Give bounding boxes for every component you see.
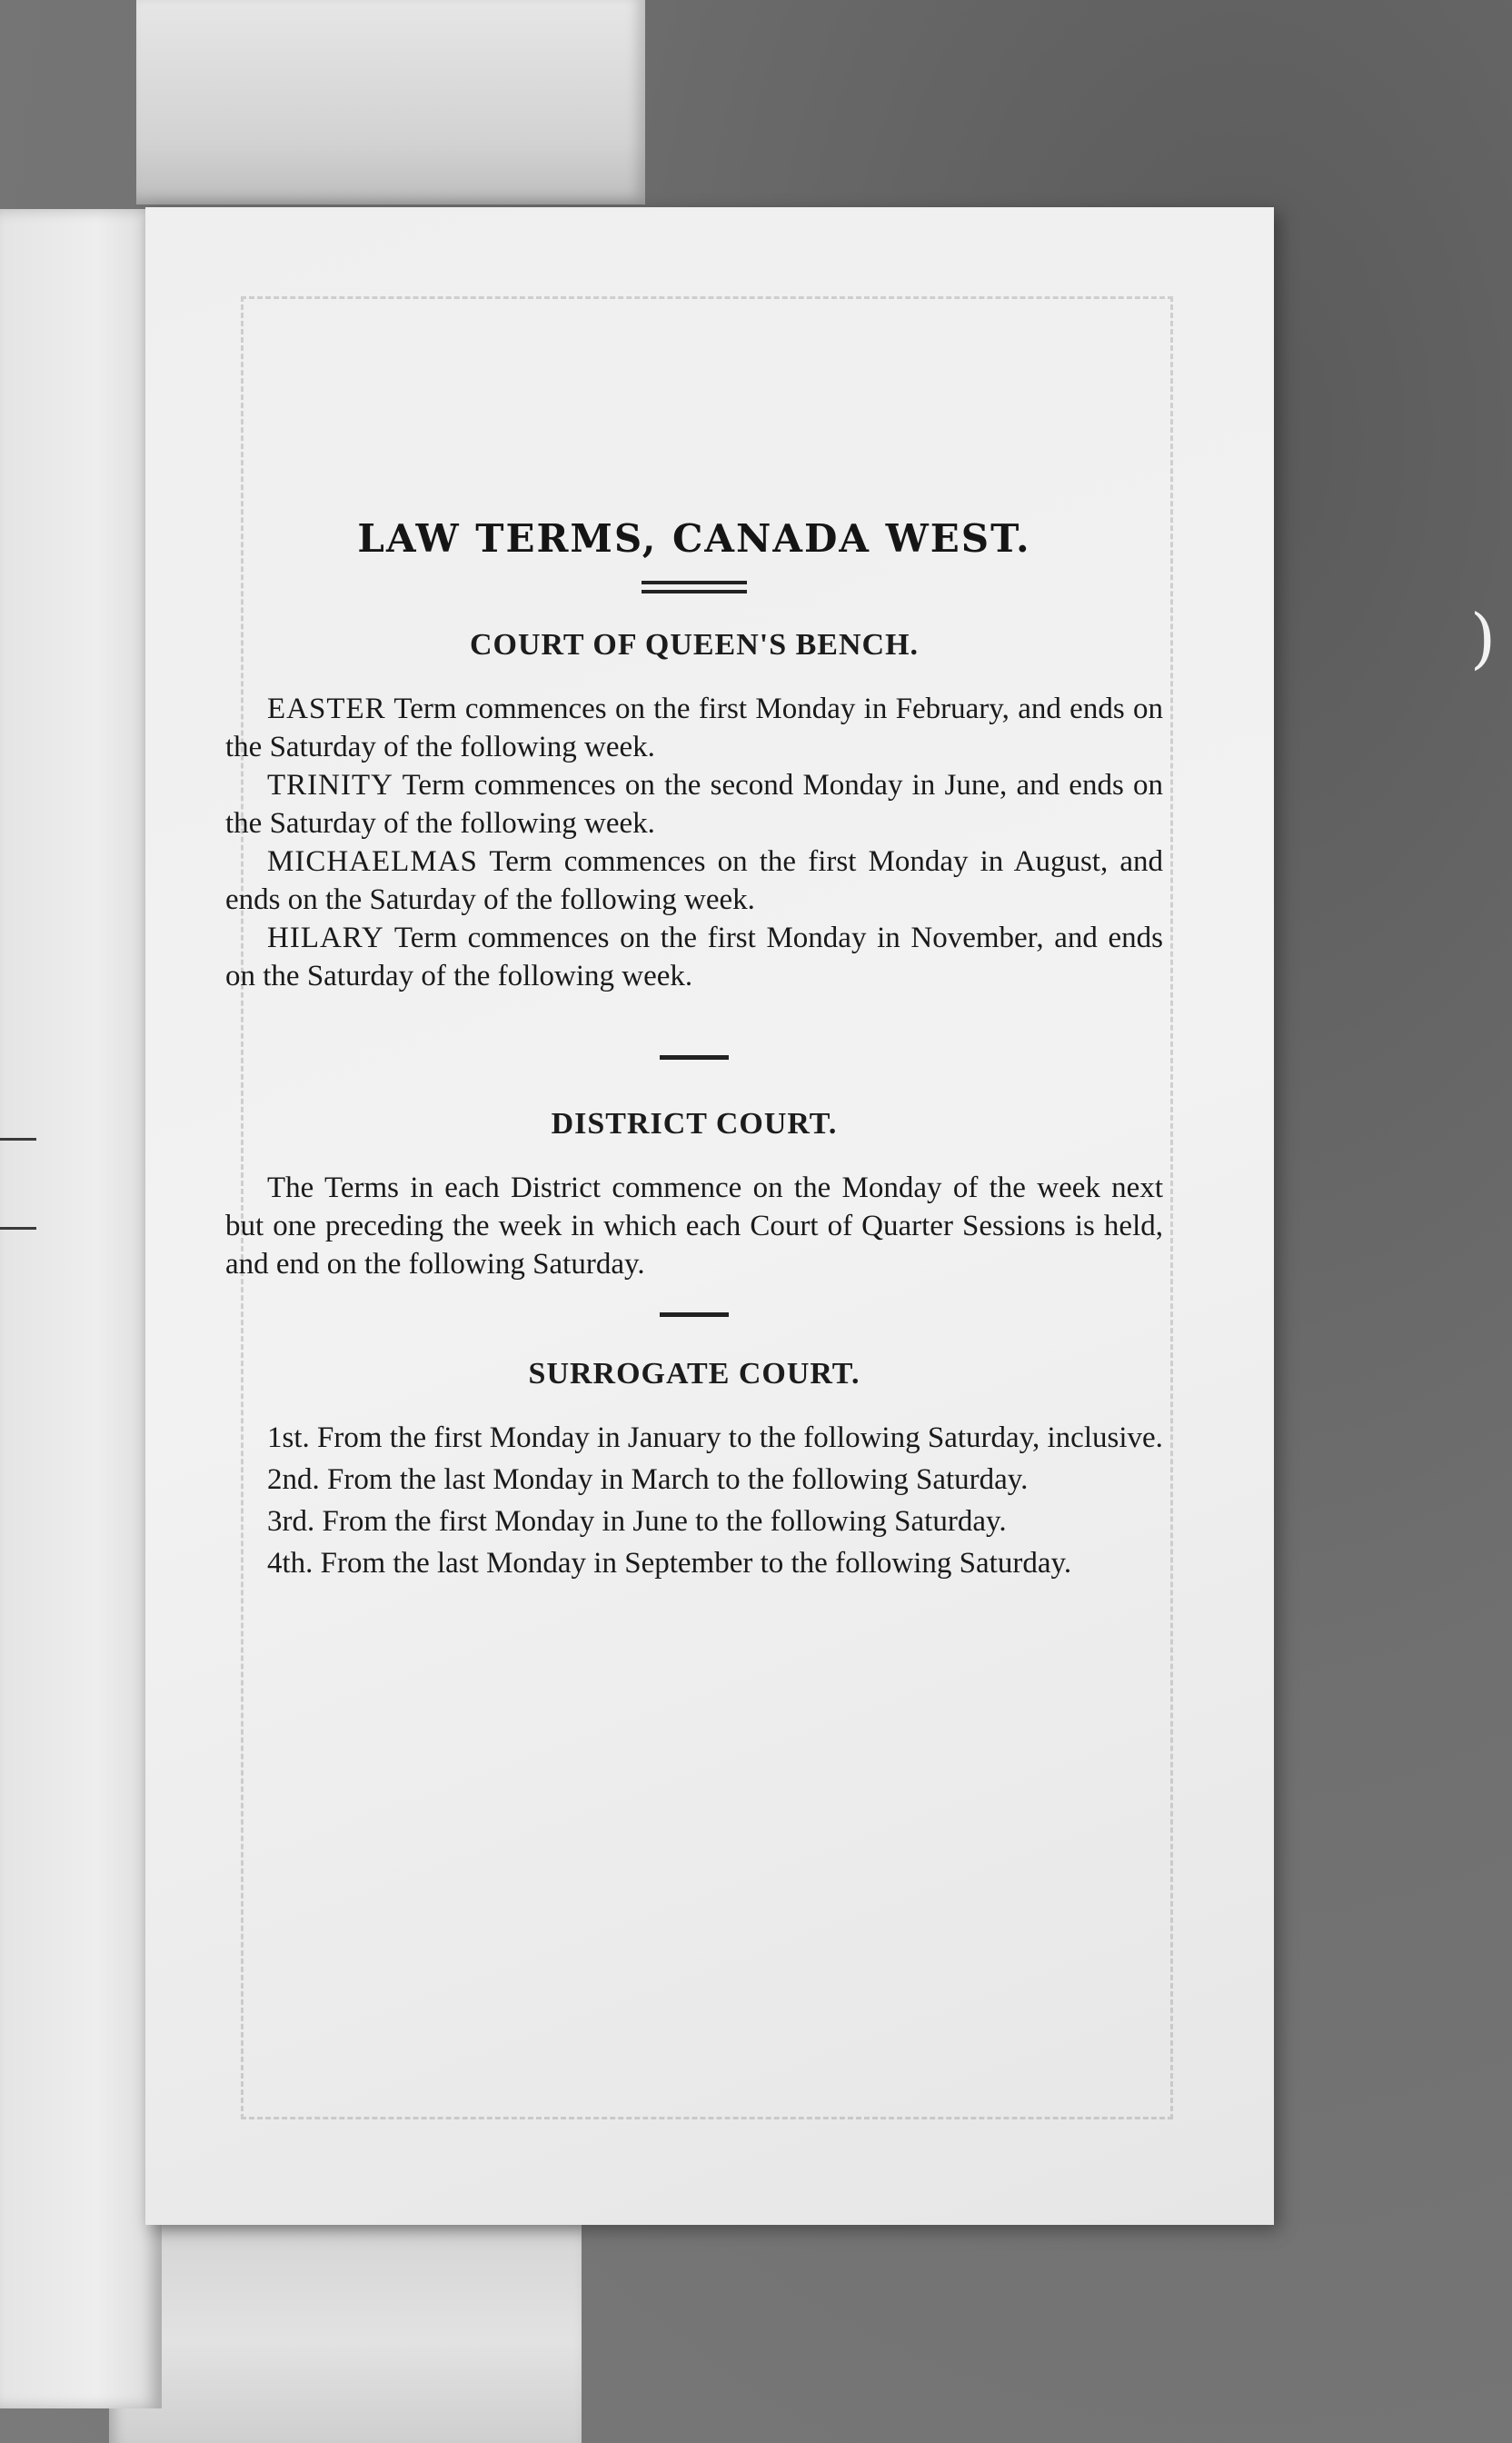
term-text: Term commences on the first Monday in November, and ends on the Saturday of the following week. xyxy=(225,922,1163,992)
section-heading: COURT OF QUEEN'S BENCH. xyxy=(469,628,920,662)
surrogate-item: 4th. From the last Monday in September to the following Saturday. xyxy=(267,1547,1072,1580)
document-page xyxy=(145,207,1274,2225)
surrogate-item: 1st. From the first Monday in January to the following Saturday, inclusive. xyxy=(267,1421,1163,1454)
term-name: TRINITY xyxy=(267,769,393,802)
document-content xyxy=(225,516,1163,1582)
paper-scrap-bottom xyxy=(109,2218,582,2443)
page-title: LAW TERMS, CANADA WEST. xyxy=(357,516,1031,561)
term-name: EASTER xyxy=(267,693,386,725)
title-double-rule xyxy=(642,581,747,593)
stray-mark: ) xyxy=(1470,600,1497,676)
term-text: Term commences on the first Monday in August, and ends on the Saturday of the following week. xyxy=(225,845,1163,916)
term-name: HILARY xyxy=(267,922,384,954)
term-paragraph xyxy=(225,843,1163,919)
section-surrogate-court xyxy=(225,1357,1163,1582)
term-text: Term commences on the second Monday in June, and ends on the Saturday of the following week. xyxy=(225,769,1163,840)
term-text: Term commences on the first Monday in February, and ends on the Saturday of the following week. xyxy=(225,693,1163,763)
section-heading: SURROGATE COURT. xyxy=(528,1357,860,1391)
term-name: MICHAELMAS xyxy=(267,845,478,878)
surrogate-item: 2nd. From the last Monday in March to the following Saturday. xyxy=(267,1463,1029,1496)
section-divider xyxy=(660,1055,729,1060)
term-paragraph xyxy=(225,690,1163,766)
left-page-rule xyxy=(0,1227,36,1230)
section-district-court xyxy=(225,1107,1163,1283)
term-paragraph xyxy=(225,919,1163,995)
section-queens-bench xyxy=(225,628,1163,995)
term-paragraph xyxy=(225,766,1163,843)
section-divider xyxy=(660,1312,729,1317)
section-heading: DISTRICT COURT. xyxy=(551,1107,838,1141)
left-page-edge xyxy=(0,209,162,2408)
left-page-rule xyxy=(0,1138,36,1141)
surrogate-item: 3rd. From the first Monday in June to the following Saturday. xyxy=(267,1505,1007,1538)
district-paragraph: The Terms in each District commence on the Monday of the week next but one preceding the week in which each Court of Quarter Sessions is held, and end on the following Saturday. xyxy=(225,1172,1163,1281)
paper-scrap-top xyxy=(136,0,645,204)
